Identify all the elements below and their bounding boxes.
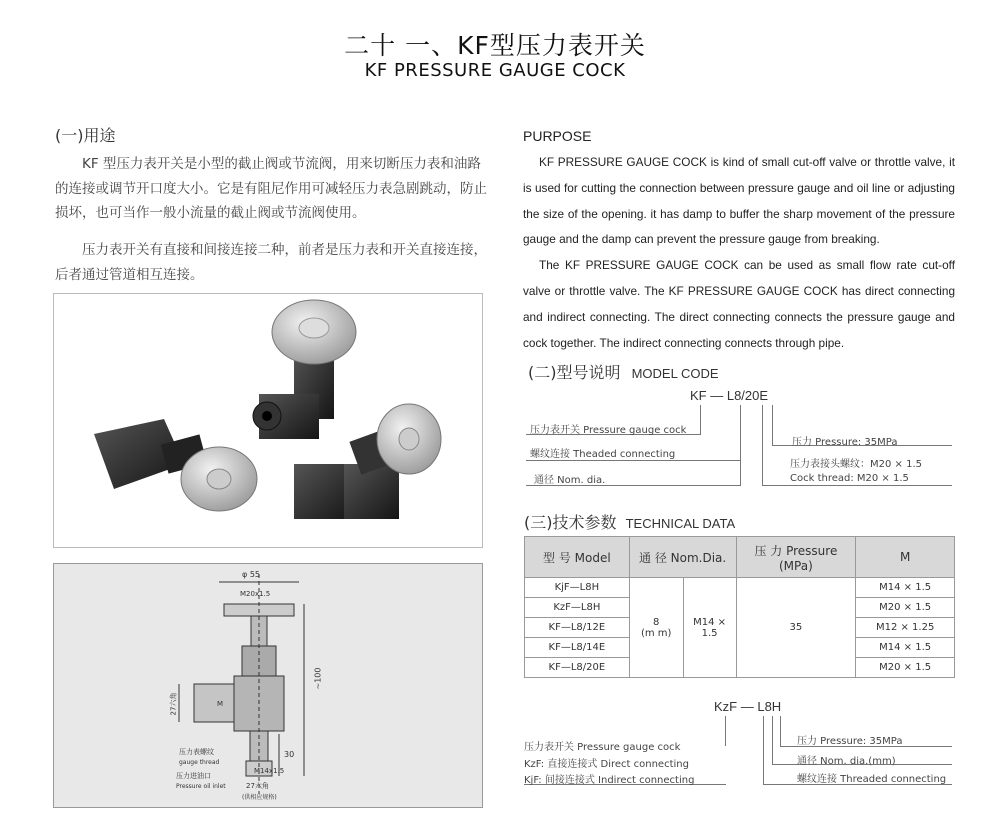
label-gauge-thread-en: gauge thread xyxy=(179,759,220,766)
cell-model: KzF—L8H xyxy=(525,598,630,618)
code2-label-dia: 通径 Nom. dia.(mm) xyxy=(797,756,896,767)
cell-m: M14 × 1.5 xyxy=(856,578,955,598)
valve-top xyxy=(253,300,356,439)
code2-label-thread: 螺纹连接 Threaded connecting xyxy=(797,774,947,785)
col-pressure xyxy=(736,537,856,578)
col-pressure-line2: (MPa) xyxy=(779,558,813,573)
mc-label-joint: 压力表接头螺纹：M20 × 1.5 xyxy=(790,459,922,470)
mc-label-thread: 螺纹连接 Theaded connecting xyxy=(530,449,676,460)
dim-height: ~100 xyxy=(313,667,323,690)
model-code-heading-cn: (二)型号说明 xyxy=(528,363,621,382)
cell-model: KF—L8/20E xyxy=(525,658,630,678)
col-model: 型 号 Model xyxy=(525,537,630,578)
product-photo xyxy=(53,293,483,548)
leader-line xyxy=(763,716,764,784)
leader-line xyxy=(700,405,701,435)
model-code-value: KF — L8/20E xyxy=(690,388,769,403)
leader-line xyxy=(762,405,763,485)
purpose-heading-cn: (一)用途 xyxy=(55,126,116,145)
dim-m: M xyxy=(217,700,224,708)
leader-line xyxy=(772,716,773,764)
purpose-para2-cn: 压力表开关有直接和间接连接二种，前者是压力表和开关直接连接，后者通过管道相互连接。 xyxy=(55,242,487,283)
dim-hex-side: 27六角 xyxy=(169,692,178,716)
code2-label-indirect: KjF: 间接连接式 Indirect connecting xyxy=(524,775,695,786)
col-m: M xyxy=(856,537,955,578)
purpose-para1-en: KF PRESSURE GAUGE COCK is kind of small cut-off valve or throttle valve, it is used for cutting the connection between pressure gauge and oil line or adjusting the size of the opening. it has damp to buffer the sharp movement of the pressure gauge and the damp can prevent the pressure gauge from breaking. xyxy=(523,155,955,247)
leader-line xyxy=(772,405,773,445)
mc-label-switch: 压力表开关 Pressure gauge cock xyxy=(530,425,687,436)
tech-heading-en: TECHNICAL DATA xyxy=(625,516,736,531)
dim-30: 30 xyxy=(284,750,295,759)
tech-header-row xyxy=(525,537,955,578)
cell-m: M14 × 1.5 xyxy=(856,638,955,658)
code2-label-direct: KzF: 直接连接式 Direct connecting xyxy=(524,759,689,770)
model-code-heading-en: MODEL CODE xyxy=(631,366,719,381)
model-code-heading xyxy=(528,360,719,383)
note-bottom: (供相应规格) xyxy=(242,794,277,801)
purpose-heading-en: PURPOSE xyxy=(523,128,592,144)
cell-dia xyxy=(629,578,683,678)
leader-line xyxy=(725,716,726,746)
col-dia: 通 径 Nom.Dia. xyxy=(629,537,736,578)
col-pressure-line1: 压 力 Pressure xyxy=(754,543,838,558)
cell-dia-value: 8 xyxy=(652,616,660,628)
mc-label-dia: 通径 Nom. dia. xyxy=(534,475,606,486)
cell-model: KjF—L8H xyxy=(525,578,630,598)
code2-value: KzF — L8H xyxy=(714,699,782,714)
label-inlet-en: Pressure oil inlet xyxy=(176,783,226,790)
leader-line xyxy=(526,460,741,461)
cell-model: KF—L8/12E xyxy=(525,618,630,638)
purpose-text-en xyxy=(523,150,955,356)
dim-hex-bottom: 27六角 xyxy=(246,782,269,790)
label-inlet-cn: 压力进油口 xyxy=(176,772,211,780)
cell-dia-thread: M14 × 1.5 xyxy=(683,578,736,678)
leader-line xyxy=(740,405,741,485)
tech-heading-cn: (三)技术参数 xyxy=(524,513,617,532)
valve-left xyxy=(94,419,257,511)
page-title-cn: 二十 一、KF型压力表开关 xyxy=(344,31,646,60)
dim-phi55: φ 55 xyxy=(242,570,260,579)
purpose-para2-en: The KF PRESSURE GAUGE COCK can be used as small flow rate cut-off valve or throttle valve. The KF PRESSURE GAUGE COCK has direct connecting and indirect connecting. The direct connecting connects the pressure gauge and cock together. The indirect connecting connects through pipe. xyxy=(523,258,955,350)
tech-table xyxy=(524,536,955,678)
code2-label-pressure: 压力 Pressure: 35MPa xyxy=(797,736,903,747)
code2-label-switch: 压力表开关 Pressure gauge cock xyxy=(524,742,681,753)
mc-label-cock: Cock thread: M20 × 1.5 xyxy=(790,473,909,484)
technical-drawing xyxy=(53,563,483,808)
valve-photo-illustration xyxy=(54,294,482,547)
tech-heading xyxy=(524,510,735,533)
cell-model: KF—L8/14E xyxy=(525,638,630,658)
leader-line xyxy=(780,716,781,746)
cell-m: M12 × 1.25 xyxy=(856,618,955,638)
cell-m: M20 × 1.5 xyxy=(856,598,955,618)
table-row xyxy=(525,578,955,598)
dim-thread-top: M20x1.5 xyxy=(240,590,271,598)
page-title-en: KF PRESSURE GAUGE COCK xyxy=(364,60,626,81)
mc-label-pressure: 压力 Pressure: 35MPa xyxy=(792,437,898,448)
cell-dia-unit: (m m) xyxy=(640,627,672,639)
dim-bottom-thread: M14x1.5 xyxy=(254,767,285,775)
cell-pressure: 35 xyxy=(736,578,856,678)
leader-line xyxy=(762,485,952,486)
cell-m: M20 × 1.5 xyxy=(856,658,955,678)
label-gauge-thread-cn: 压力表螺纹 xyxy=(179,748,214,756)
purpose-para1-cn: KF 型压力表开关是小型的截止阀或节流阀，用来切断压力表和油路的连接或调节开口度大小。它是有阻尼作用可减轻压力表急剧跳动，防止损坏，也可当作一般小流量的截止阀或节流阀使用。 xyxy=(55,156,487,221)
